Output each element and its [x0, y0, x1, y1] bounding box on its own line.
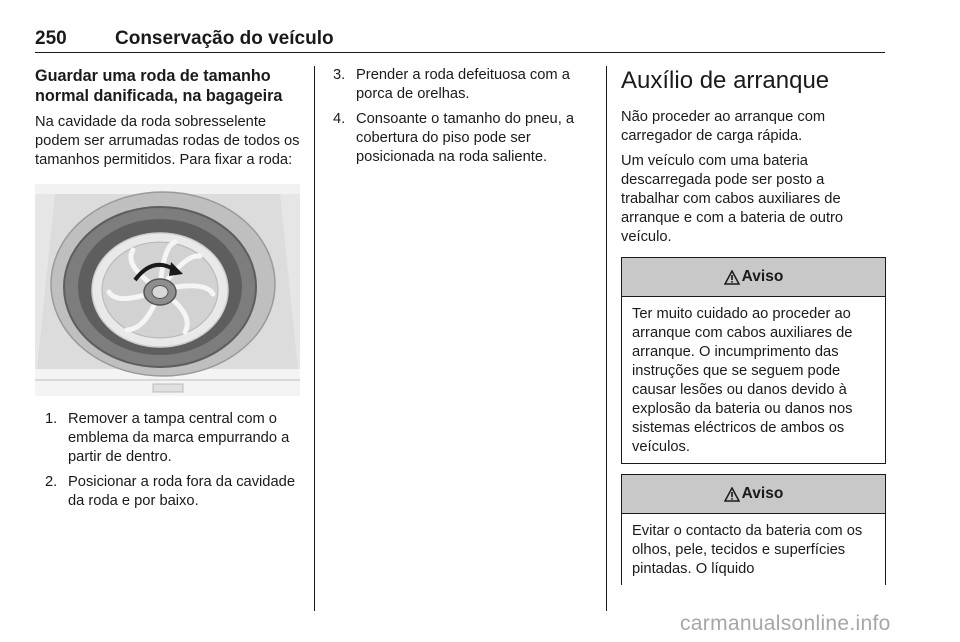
- column-divider-2: [606, 66, 607, 611]
- section-title-jump-start: Auxílio de arranque: [621, 67, 830, 94]
- list-item: 4. Consoante o tamanho do pneu, a cobertura do piso pode ser posicionada na roda saliente.: [333, 111, 575, 165]
- warning-triangle-icon: [724, 487, 740, 502]
- page-header: [35, 26, 885, 53]
- list-item: 1. Remover a tampa central com o emblema da marca empurrando a partir de dentro.: [45, 411, 290, 465]
- warning-text: Ter muito cuidado ao proceder ao arranque com cabos auxiliares de arranque. O incumprimento das instruções que se seguem pode causar lesões ou danos devido à explosão da bateria ou danos nos sistemas eléctricos de ambos os veículos.: [632, 306, 853, 455]
- column-right: [621, 66, 886, 585]
- warning-label: Aviso: [741, 485, 784, 502]
- warning-box: [621, 474, 886, 585]
- list-item: 2. Posicionar a roda fora da cavidade da roda e por baixo.: [45, 474, 295, 509]
- steps-list-1: [35, 410, 300, 511]
- intro-paragraph: Na cavidade da roda sobresselente podem ser arrumadas rodas de todos os tamanhos permitidos. Para fixar a roda:: [35, 114, 300, 168]
- list-item: 3. Prender a roda defeituosa com a porca de orelhas.: [333, 67, 570, 102]
- paragraph: Não proceder ao arranque com carregador de carga rápida.: [621, 109, 826, 144]
- column-divider-1: [314, 66, 315, 611]
- section-title: Guardar uma roda de tamanho normal danificada, na bagageira: [35, 67, 283, 105]
- chapter-title: Conservação do veículo: [115, 28, 334, 49]
- column-left: [35, 66, 300, 517]
- warning-header: [622, 475, 885, 514]
- warning-box: [621, 257, 886, 464]
- steps-list-2: [333, 66, 595, 167]
- page-number: 250: [35, 28, 67, 49]
- watermark: carmanualsonline.info: [680, 612, 891, 635]
- warning-triangle-icon: [724, 270, 740, 285]
- warning-label: Aviso: [741, 268, 784, 285]
- spare-wheel-illustration: [35, 184, 300, 396]
- column-middle: [333, 66, 595, 173]
- warning-header: [622, 258, 885, 297]
- warning-text: Evitar o contacto da bateria com os olhos, pele, tecidos e superfícies pintadas. O líquido: [632, 523, 863, 577]
- paragraph: Um veículo com uma bateria descarregada pode ser posto a trabalhar com cabos auxiliares de arranque e com a bateria de outro veículo.: [621, 153, 844, 245]
